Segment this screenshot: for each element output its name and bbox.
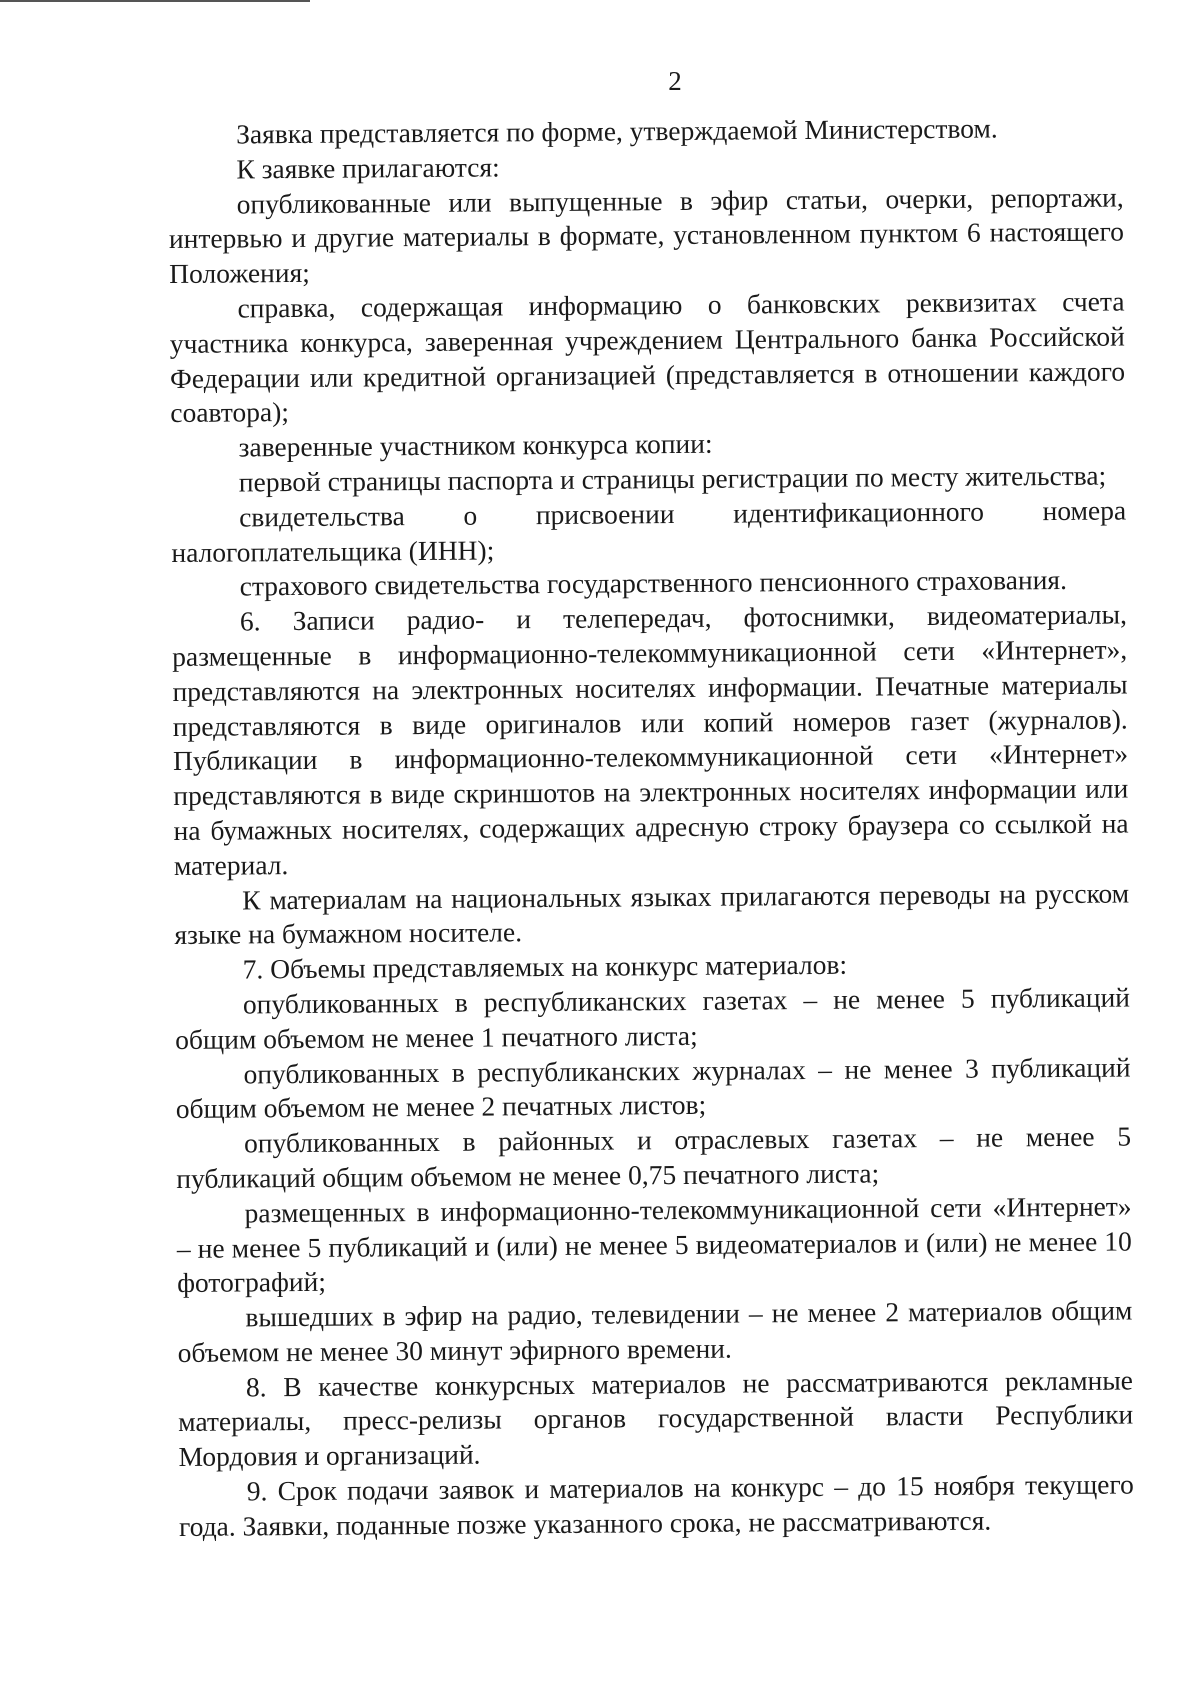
- paragraph-radio-tv: вышедших в эфир на радио, телевидении – не менее 2 материалов общим объемом не менее 30 минут эфирного времени.: [177, 1294, 1133, 1368]
- paragraph-translations: К материалам на национальных языках прилагаются переводы на русском языке на бумажном носителе.: [174, 877, 1130, 951]
- paragraph-pension-certificate: страхового свидетельства государственного пенсионного страхования.: [239, 564, 1067, 602]
- paragraph-attachments-intro: К заявке прилагаются:: [236, 151, 500, 185]
- paragraph-bank-certificate: справка, содержащая информацию о банковских реквизитах счета участника конкурса, заверенная учреждением Центрального банка Российской Федерации или кредитной организацией (представляется в отношении каждого соавтора);: [169, 285, 1126, 429]
- page-number: 2: [668, 66, 682, 96]
- paragraph-section-8: 8. В качестве конкурсных материалов не рассматриваются рекламные материалы, пресс-релизы органов государственной власти Республики Мордовия и организаций.: [178, 1364, 1134, 1473]
- paragraph-section-7: 7. Объемы представляемых на конкурс материалов:: [242, 948, 848, 985]
- paragraph-inn-certificate: свидетельства о присвоении идентификационного номера налогоплательщика (ИНН);: [171, 494, 1127, 568]
- paragraph-republican-journals: опубликованных в республиканских журналах – не менее 3 публикаций общим объемом не менее 2 печатных листов;: [175, 1050, 1131, 1125]
- paragraph-certified-copies: заверенные участником конкурса копии:: [238, 427, 713, 463]
- paragraph-published-materials: опубликованные или выпущенные в эфир статьи, очерки, репортажи, интервью и другие материалы в формате, установленном пунктом 6 настоящего Положения;: [168, 181, 1125, 290]
- paragraph-application-form: Заявка представляется по форме, утверждаемой Министерством.: [236, 112, 998, 150]
- document-body: [168, 110, 1134, 1544]
- paragraph-passport-pages: первой страницы паспорта и страницы регистрации по месту жительства;: [238, 459, 1107, 498]
- top-scan-rule: [0, 0, 310, 2]
- paragraph-district-newspapers: опубликованных в районных и отраслевых газетах – не менее 5 публикаций общим объемом не менее 0,75 печатного листа;: [176, 1120, 1132, 1194]
- paragraph-republican-newspapers: опубликованных в республиканских газетах – не менее 5 публикаций общим объемом не менее 1 печатного листа;: [175, 981, 1131, 1055]
- paragraph-section-9: 9. Срок подачи заявок и материалов на конкурс – до 15 ноября текущего года. Заявки, поданные позже указанного срока, не рассматриваются.: [178, 1468, 1134, 1542]
- paragraph-internet-publications: размещенных в информационно-телекоммуникационной сети «Интернет» – не менее 5 публикаций и (или) не менее 5 видеоматериалов и (или) не менее 10 фотографий;: [176, 1190, 1132, 1299]
- paragraph-section-6: 6. Записи радио- и телепередач, фотоснимки, видеоматериалы, размещенные в информационно-телекоммуникационной сети «Интернет», представляются на электронных носителях информации. Печатные материалы представляются в виде оригиналов или копий номеров газет (журналов). Публикации в информационно-телекоммуникационной сети «Интернет» представляются в виде скриншотов на электронных носителях информации или на бумажных носителях, содержащих адресную строку браузера со ссылкой на материал.: [172, 598, 1129, 881]
